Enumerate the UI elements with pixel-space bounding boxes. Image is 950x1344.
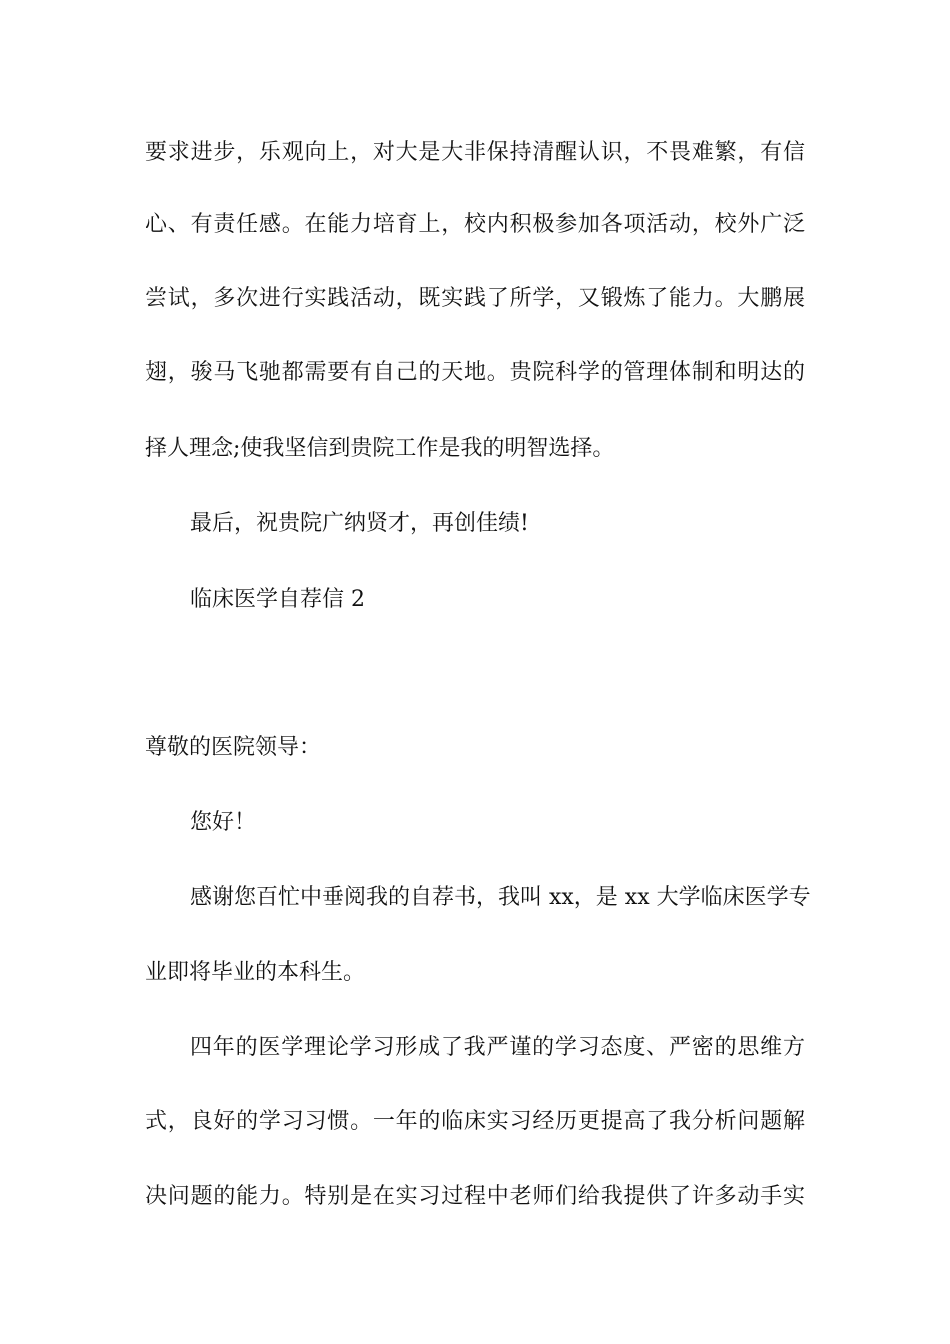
paragraph-line-5: 择人理念;使我坚信到贵院工作是我的明智选择。	[145, 436, 615, 461]
paragraph-line-4: 翅，骏马飞驰都需要有自己的天地。贵院科学的管理体制和明达的	[145, 360, 805, 385]
study-line-2: 式，良好的学习习惯。一年的临床实习经历更提高了我分析问题解	[145, 1109, 805, 1134]
closing-wish: 最后，祝贵院广纳贤才，再创佳绩!	[190, 511, 529, 536]
study-line-3: 决问题的能力。特别是在实习过程中老师们给我提供了许多动手实	[145, 1184, 805, 1209]
paragraph-line-1: 要求进步，乐观向上，对大是大非保持清醒认识，不畏难繁，有信	[145, 140, 805, 165]
section-heading: 临床医学自荐信 2	[190, 587, 365, 612]
salutation: 尊敬的医院领导：	[145, 735, 322, 760]
intro-line-1: 感谢您百忙中垂阅我的自荐书，我叫 xx，是 xx 大学临床医学专	[190, 885, 811, 910]
study-line-1: 四年的医学理论学习形成了我严谨的学习态度、严密的思维方	[190, 1035, 805, 1060]
paragraph-line-2: 心、有责任感。在能力培育上，校内积极参加各项活动，校外广泛	[145, 212, 805, 237]
intro-line-2: 业即将毕业的本科生。	[145, 960, 366, 985]
greeting: 您好！	[190, 810, 257, 835]
paragraph-line-3: 尝试，多次进行实践活动，既实践了所学，又锻炼了能力。大鹏展	[145, 286, 805, 311]
